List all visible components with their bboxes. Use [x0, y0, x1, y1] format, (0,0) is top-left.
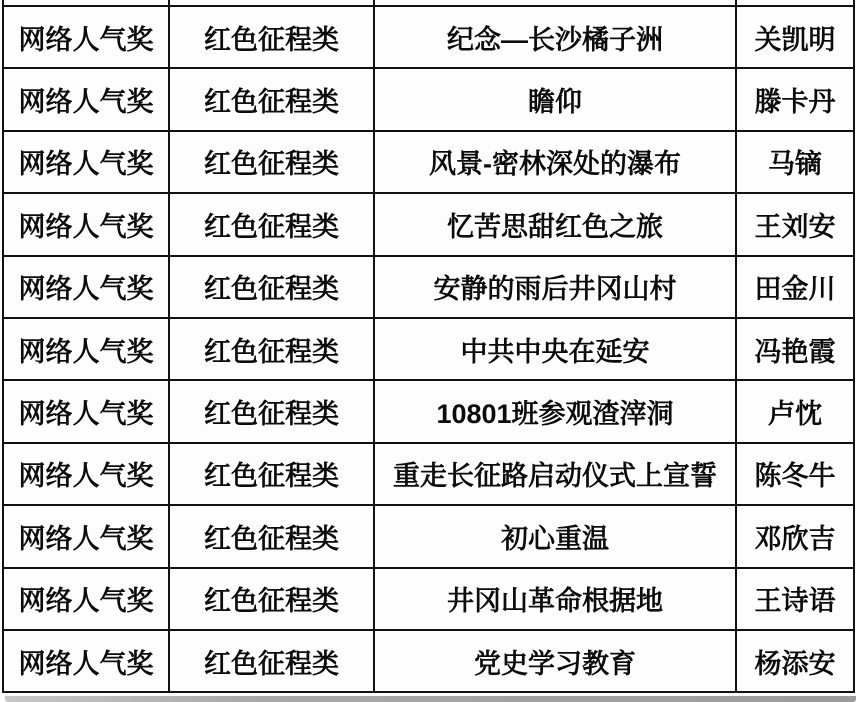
awards-table-body [3, 0, 854, 692]
category-cell: 红色征程类 [169, 256, 374, 318]
table-row [3, 68, 854, 130]
award-cell: 网络人气奖 [3, 505, 169, 567]
table-row [3, 443, 854, 505]
title-cell: 安静的雨后井冈山村 [374, 256, 736, 318]
award-cell: 网络人气奖 [3, 630, 169, 692]
table-row [3, 630, 854, 692]
author-cell: 王诗语 [736, 568, 854, 630]
author-cell: 邓欣吉 [736, 505, 854, 567]
title-cell: 瞻仰 [374, 68, 736, 130]
category-cell: 红色征程类 [169, 380, 374, 442]
author-cell: 陈冬牛 [736, 443, 854, 505]
table-row [3, 380, 854, 442]
category-cell: 红色征程类 [169, 630, 374, 692]
title-cell: 井冈山革命根据地 [374, 568, 736, 630]
title-cell: 重走长征路启动仪式上宣誓 [374, 443, 736, 505]
category-cell: 红色征程类 [169, 505, 374, 567]
page-bottom-shadow [5, 696, 856, 702]
table-row [3, 6, 854, 68]
award-cell: 网络人气奖 [3, 68, 169, 130]
award-cell: 网络人气奖 [3, 318, 169, 380]
category-cell: 红色征程类 [169, 131, 374, 193]
award-cell: 网络人气奖 [3, 131, 169, 193]
table-row [3, 318, 854, 380]
table-row [3, 505, 854, 567]
award-cell: 网络人气奖 [3, 443, 169, 505]
table-row [3, 193, 854, 255]
author-cell: 卢忱 [736, 380, 854, 442]
category-cell: 红色征程类 [169, 568, 374, 630]
award-cell: 网络人气奖 [3, 256, 169, 318]
title-cell: 纪念—长沙橘子洲 [374, 6, 736, 68]
category-cell: 红色征程类 [169, 443, 374, 505]
title-cell: 中共中央在延安 [374, 318, 736, 380]
author-cell: 关凯明 [736, 6, 854, 68]
table-row [3, 131, 854, 193]
author-cell: 杨添安 [736, 630, 854, 692]
title-cell: 党史学习教育 [374, 630, 736, 692]
table-row [3, 256, 854, 318]
title-cell: 风景-密林深处的瀑布 [374, 131, 736, 193]
category-cell: 红色征程类 [169, 193, 374, 255]
category-cell: 红色征程类 [169, 68, 374, 130]
award-cell: 网络人气奖 [3, 568, 169, 630]
author-cell: 田金川 [736, 256, 854, 318]
table-row [3, 568, 854, 630]
title-cell: 初心重温 [374, 505, 736, 567]
title-cell: 10801班参观渣滓洞 [374, 380, 736, 442]
category-cell: 红色征程类 [169, 318, 374, 380]
award-cell: 网络人气奖 [3, 6, 169, 68]
author-cell: 马镝 [736, 131, 854, 193]
awards-table [2, 0, 855, 693]
award-cell: 网络人气奖 [3, 380, 169, 442]
author-cell: 冯艳霞 [736, 318, 854, 380]
award-cell: 网络人气奖 [3, 193, 169, 255]
author-cell: 王刘安 [736, 193, 854, 255]
author-cell: 滕卡丹 [736, 68, 854, 130]
title-cell: 忆苦思甜红色之旅 [374, 193, 736, 255]
category-cell: 红色征程类 [169, 6, 374, 68]
